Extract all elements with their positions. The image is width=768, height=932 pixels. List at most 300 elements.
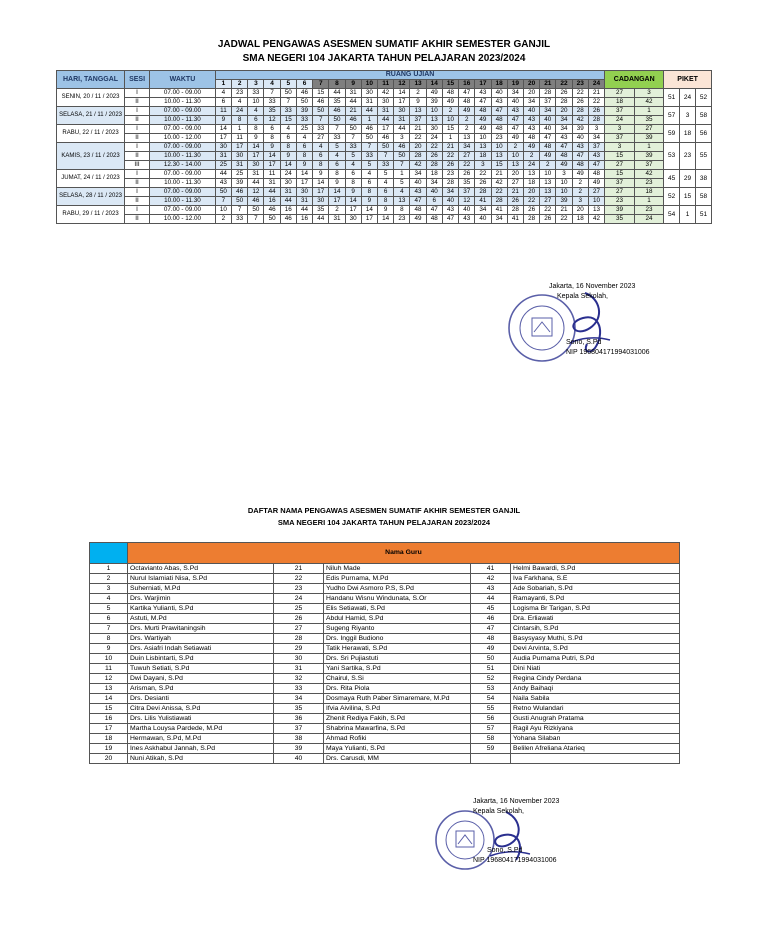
room-cell: 46 (232, 188, 248, 197)
room-cell: 48 (426, 215, 442, 224)
room-cell: 39 (426, 98, 442, 107)
schedule-row (57, 125, 712, 134)
room-cell: 31 (264, 179, 280, 188)
room-cell: 25 (215, 161, 231, 170)
teacher-number: 9 (90, 644, 128, 654)
sesi-cell: III (125, 161, 150, 170)
room-number: 1 (215, 80, 231, 89)
teacher-number: 5 (90, 604, 128, 614)
room-cell: 21 (345, 107, 361, 116)
room-cell: 46 (361, 125, 377, 134)
signature-nip-2: NIP 196804171994031006 (473, 857, 557, 864)
room-cell: 50 (215, 188, 231, 197)
room-cell: 41 (475, 197, 491, 206)
room-cell: 40 (507, 98, 523, 107)
room-cell: 47 (540, 134, 556, 143)
room-cell: 49 (475, 116, 491, 125)
teacher-number: 39 (274, 744, 324, 754)
cadangan-cell: 39 (634, 134, 664, 143)
room-cell: 16 (296, 215, 312, 224)
cadangan-cell: 37 (605, 179, 635, 188)
names-row (90, 564, 680, 574)
room-cell: 37 (588, 143, 604, 152)
cadangan-cell: 35 (634, 116, 664, 125)
room-cell: 5 (394, 179, 410, 188)
cadangan-cell: 1 (634, 107, 664, 116)
room-number: 15 (442, 80, 458, 89)
room-cell: 40 (475, 215, 491, 224)
piket-cell: 24 (680, 89, 696, 107)
room-cell: 6 (248, 116, 264, 125)
room-cell: 46 (345, 116, 361, 125)
signature-date: Jakarta, 16 November 2023 (549, 283, 636, 290)
teacher-number: 32 (274, 674, 324, 684)
room-cell: 30 (426, 125, 442, 134)
waktu-cell: 07.00 - 09.00 (150, 107, 216, 116)
teacher-name: Ifvia Aivilina, S.Pd (324, 704, 471, 714)
cadangan-cell: 24 (634, 215, 664, 224)
room-cell: 28 (410, 152, 426, 161)
teacher-number: 51 (471, 664, 511, 674)
room-cell: 5 (378, 170, 394, 179)
signature-role: Kepala Sekolah, (557, 293, 608, 300)
waktu-cell: 07.00 - 09.00 (150, 206, 216, 215)
cadangan-cell: 3 (605, 125, 635, 134)
room-cell: 17 (345, 206, 361, 215)
sesi-cell: II (125, 152, 150, 161)
room-cell: 3 (572, 197, 588, 206)
room-cell: 33 (280, 107, 296, 116)
teacher-number: 45 (471, 604, 511, 614)
room-cell: 40 (459, 206, 475, 215)
room-cell: 31 (329, 215, 345, 224)
room-cell: 17 (232, 143, 248, 152)
waktu-cell: 10.00 - 12.00 (150, 134, 216, 143)
room-cell: 9 (280, 152, 296, 161)
room-cell: 13 (459, 134, 475, 143)
waktu-cell: 10.00 - 12.00 (150, 215, 216, 224)
piket-cell: 3 (680, 107, 696, 125)
teacher-number: 26 (274, 614, 324, 624)
room-cell: 47 (459, 89, 475, 98)
teacher-number: 35 (274, 704, 324, 714)
teacher-name (511, 754, 680, 764)
room-cell: 35 (313, 206, 329, 215)
room-cell: 4 (215, 89, 231, 98)
room-number: 17 (475, 80, 491, 89)
room-cell: 24 (232, 107, 248, 116)
teacher-number: 42 (471, 574, 511, 584)
room-cell: 20 (410, 143, 426, 152)
room-cell: 18 (426, 170, 442, 179)
header-sesi: SESI (125, 71, 150, 89)
room-cell: 34 (588, 134, 604, 143)
room-cell: 28 (507, 206, 523, 215)
teacher-name: Ahmad Rofiki (324, 734, 471, 744)
names-row (90, 684, 680, 694)
teacher-name: Regina Cindy Perdana (511, 674, 680, 684)
room-cell: 46 (280, 215, 296, 224)
room-number: 10 (361, 80, 377, 89)
room-cell: 14 (280, 161, 296, 170)
header-cadangan: CADANGAN (605, 71, 664, 89)
room-cell: 5 (329, 143, 345, 152)
day-label: SELASA, 28 / 11 / 2023 (57, 188, 125, 206)
room-cell: 46 (329, 107, 345, 116)
teacher-name: Ragil Ayu Rizkiyana (511, 724, 680, 734)
piket-cell: 15 (680, 188, 696, 206)
room-cell: 33 (232, 215, 248, 224)
room-cell: 42 (572, 116, 588, 125)
room-cell: 24 (426, 134, 442, 143)
teacher-name: Drs. Rita Piola (324, 684, 471, 694)
room-cell: 23 (232, 89, 248, 98)
teacher-name: Kartika Yulianti, S.Pd (128, 604, 274, 614)
room-cell: 6 (329, 161, 345, 170)
piket-cell: 18 (680, 125, 696, 143)
waktu-cell: 07.00 - 09.00 (150, 143, 216, 152)
room-cell: 14 (394, 89, 410, 98)
room-cell: 13 (491, 152, 507, 161)
teacher-name: Chairul, S.Si (324, 674, 471, 684)
teacher-number: 12 (90, 674, 128, 684)
schedule-row (57, 170, 712, 179)
teacher-number: 27 (274, 624, 324, 634)
teacher-name: Handanu Wisnu Windunata, S.Or (324, 594, 471, 604)
room-cell: 50 (378, 143, 394, 152)
teacher-number: 55 (471, 704, 511, 714)
room-cell: 18 (523, 179, 539, 188)
room-cell: 43 (572, 143, 588, 152)
room-cell: 1 (361, 116, 377, 125)
room-cell: 9 (410, 98, 426, 107)
room-cell: 44 (313, 215, 329, 224)
waktu-cell: 10.00 - 11.30 (150, 197, 216, 206)
cadangan-cell: 3 (634, 89, 664, 98)
room-cell: 10 (215, 206, 231, 215)
cadangan-cell: 23 (605, 197, 635, 206)
cadangan-cell: 27 (605, 89, 635, 98)
room-cell: 41 (491, 206, 507, 215)
room-cell: 31 (378, 107, 394, 116)
teacher-name: Elis Setiawati, S.Pd (324, 604, 471, 614)
room-cell: 3 (556, 170, 572, 179)
piket-cell: 57 (664, 107, 680, 125)
names-row (90, 594, 680, 604)
room-cell: 28 (475, 188, 491, 197)
teacher-name: Zhenit Rediya Fakih, S.Pd (324, 714, 471, 724)
room-cell: 47 (556, 143, 572, 152)
room-cell: 2 (507, 143, 523, 152)
room-number: 14 (426, 80, 442, 89)
teacher-number: 40 (274, 754, 324, 764)
room-cell: 47 (588, 161, 604, 170)
room-cell: 16 (280, 206, 296, 215)
teacher-name: Dosmaya Ruth Paber Simaremare, M.Pd (324, 694, 471, 704)
room-cell: 33 (345, 143, 361, 152)
room-cell: 7 (215, 197, 231, 206)
cadangan-cell: 42 (634, 98, 664, 107)
names-row (90, 634, 680, 644)
names-title: DAFTAR NAMA PENGAWAS ASESMEN SUMATIF AKHIR SEMESTER GANJIL (247, 506, 521, 515)
room-cell: 10 (556, 179, 572, 188)
room-cell: 14 (296, 170, 312, 179)
room-cell: 39 (296, 107, 312, 116)
room-cell: 46 (313, 98, 329, 107)
schedule-row (57, 116, 712, 125)
day-label: SENIN, 20 / 11 / 2023 (57, 89, 125, 107)
teacher-name: Abdul Hamid, S.Pd (324, 614, 471, 624)
teacher-name: Drs. Lilis Yulistiawati (128, 714, 274, 724)
room-cell: 10 (556, 188, 572, 197)
room-cell: 33 (361, 152, 377, 161)
teacher-name: Drs. Wartiyah (128, 634, 274, 644)
room-cell: 34 (491, 215, 507, 224)
room-cell: 34 (507, 89, 523, 98)
teacher-name: Gusti Anugrah Pratama (511, 714, 680, 724)
teacher-number: 3 (90, 584, 128, 594)
room-cell: 25 (232, 170, 248, 179)
room-cell: 49 (540, 152, 556, 161)
room-cell: 4 (232, 98, 248, 107)
room-cell: 28 (426, 161, 442, 170)
room-cell: 33 (264, 98, 280, 107)
room-cell: 47 (410, 197, 426, 206)
room-cell: 39 (556, 197, 572, 206)
piket-cell: 29 (680, 170, 696, 188)
room-cell: 17 (215, 134, 231, 143)
teacher-number: 7 (90, 624, 128, 634)
room-cell: 21 (442, 143, 458, 152)
header-ruang: RUANG UJIAN (215, 71, 604, 80)
room-cell: 33 (378, 161, 394, 170)
room-cell: 2 (410, 89, 426, 98)
room-cell: 26 (540, 215, 556, 224)
room-number: 3 (248, 80, 264, 89)
room-cell: 31 (361, 98, 377, 107)
header-piket: PIKET (664, 71, 712, 89)
room-cell: 40 (540, 116, 556, 125)
room-cell: 48 (491, 116, 507, 125)
room-cell: 48 (459, 98, 475, 107)
room-cell: 43 (459, 215, 475, 224)
room-cell: 14 (329, 188, 345, 197)
room-cell: 7 (264, 89, 280, 98)
teacher-name: Dra. Erliawati (511, 614, 680, 624)
header-nama-guru: Nama Guru (128, 543, 680, 564)
room-cell: 28 (442, 179, 458, 188)
room-cell: 10 (475, 134, 491, 143)
room-cell: 12 (459, 197, 475, 206)
room-cell: 50 (296, 98, 312, 107)
room-cell: 43 (491, 98, 507, 107)
room-cell: 3 (394, 134, 410, 143)
room-cell: 6 (215, 98, 231, 107)
piket-cell: 51 (695, 206, 711, 224)
room-cell: 10 (426, 107, 442, 116)
room-cell: 47 (426, 206, 442, 215)
room-cell: 16 (264, 197, 280, 206)
room-cell: 35 (459, 179, 475, 188)
room-cell: 21 (556, 206, 572, 215)
room-cell: 6 (313, 152, 329, 161)
room-cell: 34 (523, 98, 539, 107)
teacher-number: 36 (274, 714, 324, 724)
room-cell: 13 (540, 179, 556, 188)
room-cell: 13 (523, 170, 539, 179)
room-cell: 2 (329, 206, 345, 215)
room-cell: 26 (426, 152, 442, 161)
room-cell: 4 (296, 134, 312, 143)
teacher-number: 6 (90, 614, 128, 624)
room-cell: 48 (410, 206, 426, 215)
room-cell: 13 (410, 107, 426, 116)
room-cell: 30 (394, 107, 410, 116)
teacher-number: 28 (274, 634, 324, 644)
room-cell: 22 (426, 143, 442, 152)
teacher-name: Naila Sabila (511, 694, 680, 704)
teacher-number: 17 (90, 724, 128, 734)
room-cell: 49 (475, 125, 491, 134)
room-cell: 50 (280, 89, 296, 98)
teacher-name: Maya Yulianti, S.Pd (324, 744, 471, 754)
room-cell: 30 (345, 215, 361, 224)
schedule-title: JADWAL PENGAWAS ASESMEN SUMATIF AKHIR SEMESTER GANJIL (217, 39, 551, 50)
room-cell: 31 (215, 152, 231, 161)
room-cell: 23 (491, 134, 507, 143)
teacher-number: 20 (90, 754, 128, 764)
room-cell: 43 (523, 125, 539, 134)
names-row (90, 744, 680, 754)
teacher-name: Retno Wulandari (511, 704, 680, 714)
teacher-number: 58 (471, 734, 511, 744)
room-cell: 27 (313, 134, 329, 143)
room-number: 4 (264, 80, 280, 89)
room-cell: 8 (296, 152, 312, 161)
room-cell: 6 (280, 134, 296, 143)
room-cell: 49 (459, 107, 475, 116)
room-cell: 8 (264, 134, 280, 143)
room-cell: 17 (329, 197, 345, 206)
room-cell: 34 (459, 143, 475, 152)
room-cell: 37 (459, 188, 475, 197)
room-cell: 27 (588, 188, 604, 197)
room-cell: 12 (264, 116, 280, 125)
room-cell: 42 (588, 215, 604, 224)
room-cell: 22 (459, 161, 475, 170)
room-cell: 49 (588, 179, 604, 188)
schedule-table (56, 70, 712, 224)
waktu-cell: 07.00 - 09.00 (150, 170, 216, 179)
teacher-name: Drs. Murti Prawitaningsih (128, 624, 274, 634)
room-cell: 13 (540, 188, 556, 197)
room-cell: 2 (459, 125, 475, 134)
room-cell: 4 (378, 179, 394, 188)
room-cell: 28 (491, 197, 507, 206)
room-cell: 6 (345, 170, 361, 179)
room-cell: 4 (248, 107, 264, 116)
room-cell: 37 (410, 116, 426, 125)
room-cell: 50 (248, 206, 264, 215)
room-cell: 46 (264, 206, 280, 215)
sesi-cell: II (125, 116, 150, 125)
room-cell: 49 (556, 161, 572, 170)
teacher-number: 29 (274, 644, 324, 654)
room-cell: 6 (378, 188, 394, 197)
room-cell: 20 (556, 107, 572, 116)
room-cell: 40 (426, 188, 442, 197)
room-cell: 8 (345, 179, 361, 188)
room-cell: 49 (572, 170, 588, 179)
teacher-number: 8 (90, 634, 128, 644)
room-cell: 50 (313, 107, 329, 116)
room-cell: 34 (442, 188, 458, 197)
signature-name: Sono, S.Pd (566, 339, 602, 346)
room-cell: 33 (296, 116, 312, 125)
cadangan-cell: 37 (605, 107, 635, 116)
room-cell: 44 (296, 206, 312, 215)
cadangan-cell: 24 (605, 116, 635, 125)
room-cell: 22 (475, 170, 491, 179)
room-cell: 27 (459, 152, 475, 161)
room-cell: 44 (394, 125, 410, 134)
teacher-number: 53 (471, 684, 511, 694)
teacher-name: Shabrina Mawarfina, S.Pd (324, 724, 471, 734)
room-cell: 20 (507, 170, 523, 179)
teacher-number: 4 (90, 594, 128, 604)
teacher-name: Drs. Desianti (128, 694, 274, 704)
piket-cell: 58 (695, 188, 711, 206)
room-cell: 9 (248, 134, 264, 143)
room-cell: 40 (540, 125, 556, 134)
day-label: KAMIS, 23 / 11 / 2023 (57, 143, 125, 170)
room-cell: 20 (523, 89, 539, 98)
teacher-name: Ramayanti, S.Pd (511, 594, 680, 604)
room-cell: 34 (426, 179, 442, 188)
teacher-number: 19 (90, 744, 128, 754)
cadangan-cell: 18 (605, 98, 635, 107)
room-number: 18 (491, 80, 507, 89)
room-cell: 24 (523, 161, 539, 170)
room-cell: 30 (232, 152, 248, 161)
teacher-name: Drs. Carusdi, MM (324, 754, 471, 764)
teacher-name: Niluh Made (324, 564, 471, 574)
teacher-name: Martha Louysa Pardede, M.Pd (128, 724, 274, 734)
room-cell: 35 (264, 107, 280, 116)
names-row (90, 754, 680, 764)
teacher-name: Citra Devi Anissa, S.Pd (128, 704, 274, 714)
teacher-number: 37 (274, 724, 324, 734)
room-cell: 47 (475, 98, 491, 107)
teacher-name: Duin Lisbintarti, S.Pd (128, 654, 274, 664)
teacher-name: Drs. Inggil Budiono (324, 634, 471, 644)
cadangan-cell: 35 (605, 215, 635, 224)
waktu-cell: 10.00 - 11.30 (150, 179, 216, 188)
room-cell: 48 (556, 152, 572, 161)
room-cell: 2 (459, 116, 475, 125)
room-cell: 27 (507, 179, 523, 188)
teacher-number (471, 754, 511, 764)
room-cell: 40 (410, 179, 426, 188)
sesi-cell: I (125, 107, 150, 116)
room-cell: 30 (313, 197, 329, 206)
room-cell: 49 (507, 134, 523, 143)
room-cell: 22 (491, 188, 507, 197)
room-cell: 47 (491, 107, 507, 116)
room-cell: 42 (410, 161, 426, 170)
day-label: JUMAT, 24 / 11 / 2023 (57, 170, 125, 188)
schedule-row (57, 197, 712, 206)
